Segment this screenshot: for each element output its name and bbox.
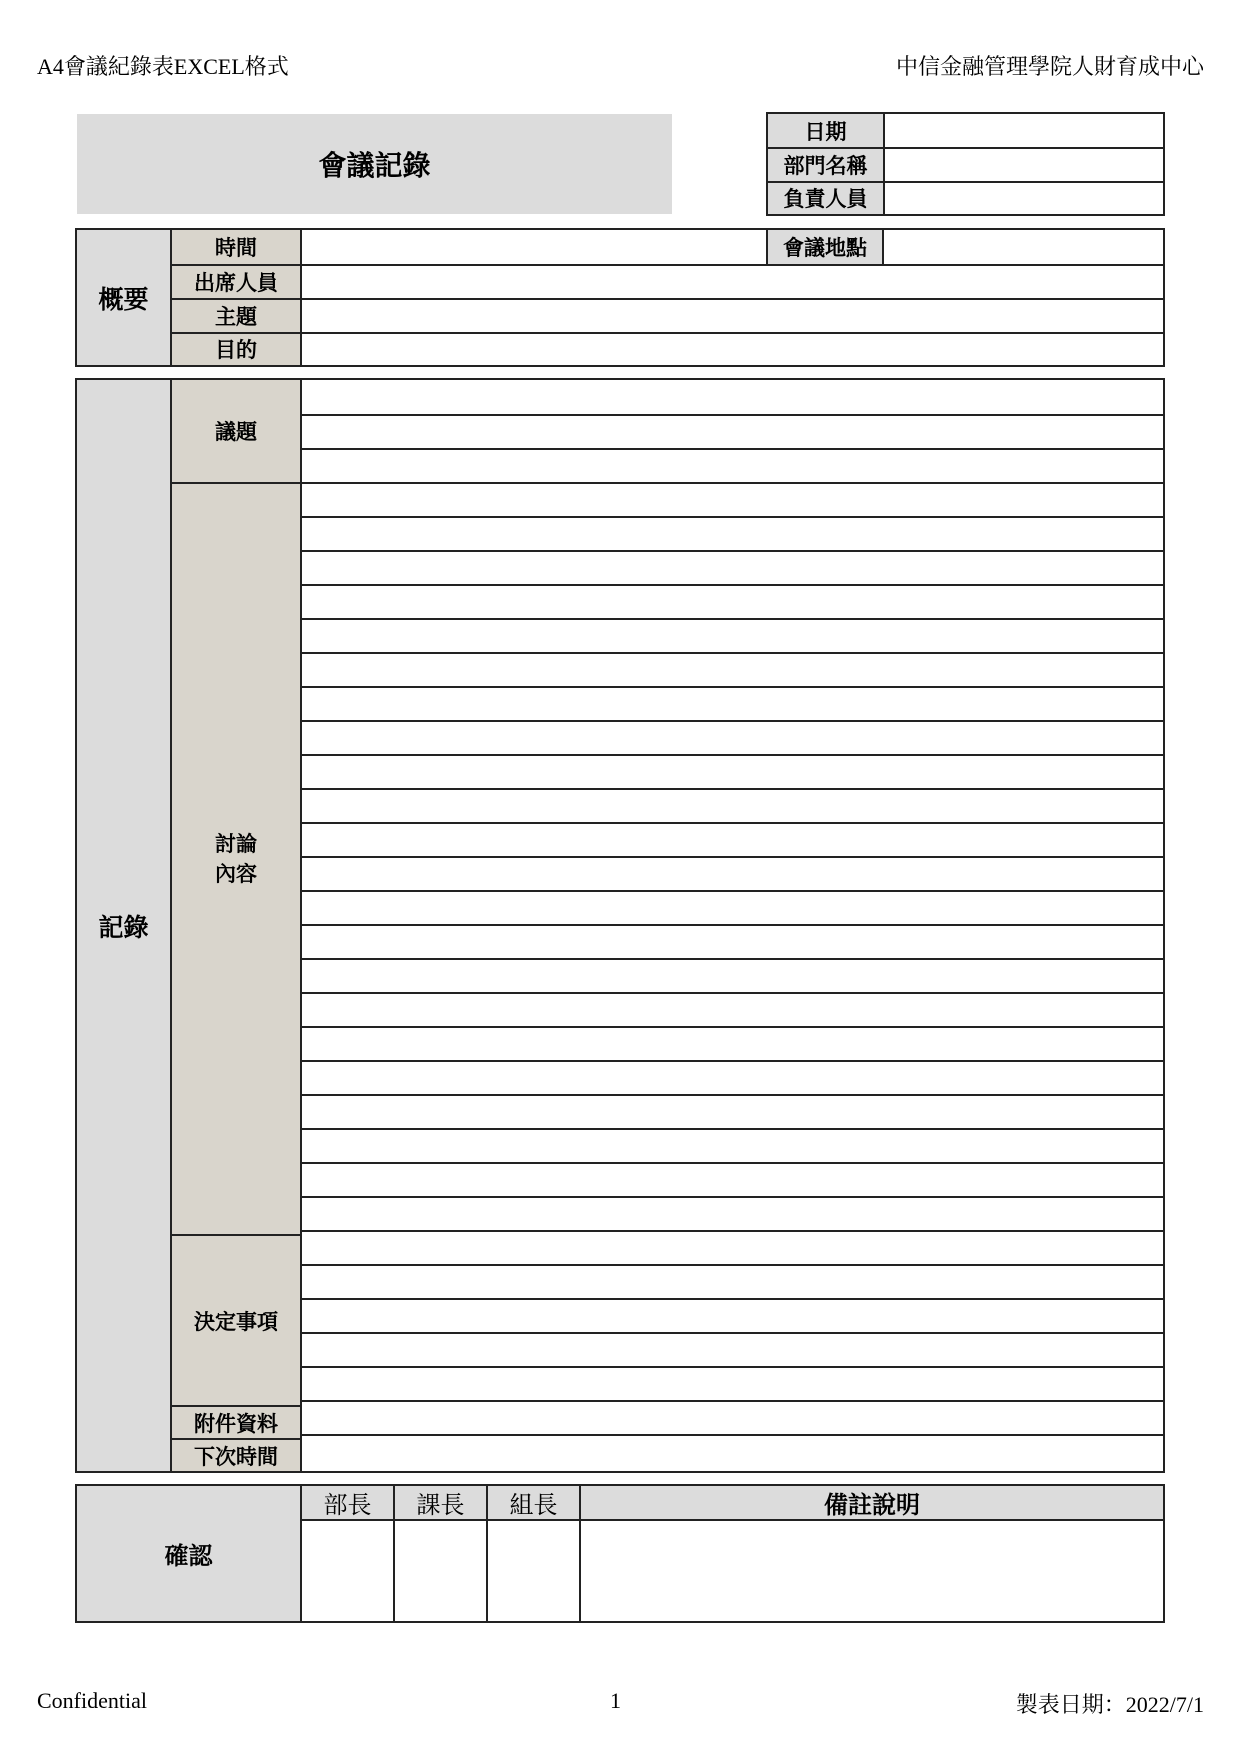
record-rule-line — [302, 686, 1163, 688]
attendees-label: 出席人員 — [172, 265, 300, 298]
date-label: 日期 — [768, 114, 883, 147]
next-time-label: 下次時間 — [172, 1440, 300, 1471]
topic-label: 議題 — [172, 380, 300, 482]
time-field[interactable] — [302, 230, 840, 264]
department-label: 部門名稱 — [768, 148, 883, 181]
record-rule-line — [302, 1366, 1163, 1368]
record-section — [75, 378, 1165, 1473]
date-field[interactable] — [885, 114, 1163, 147]
record-rule-line — [302, 1332, 1163, 1334]
record-rule-line — [302, 414, 1163, 416]
time-label: 時間 — [172, 230, 300, 264]
overview-section — [75, 228, 1165, 367]
page-number: 1 — [610, 1688, 621, 1713]
record-rule-line — [302, 652, 1163, 654]
record-rule-line — [302, 1230, 1163, 1232]
section-chief-label: 課長 — [395, 1486, 486, 1519]
location-label: 會議地點 — [768, 230, 882, 264]
purpose-field[interactable] — [302, 333, 1163, 365]
record-rule-line — [302, 754, 1163, 756]
responsible-label: 負責人員 — [768, 182, 883, 214]
record-rule-line — [302, 1128, 1163, 1130]
section-chief-signature-field[interactable] — [395, 1521, 486, 1621]
record-rule-line — [302, 482, 1163, 484]
record-writing-area[interactable] — [302, 380, 1163, 1471]
location-field[interactable] — [884, 230, 1163, 264]
record-rule-line — [302, 958, 1163, 960]
organization-name: 中信金融管理學院人財育成中心 — [895, 54, 1204, 79]
record-rule-line — [302, 1026, 1163, 1028]
purpose-label: 目的 — [172, 333, 300, 365]
confirm-group-label: 確認 — [77, 1486, 300, 1621]
director-signature-field[interactable] — [302, 1521, 393, 1621]
discussion-label-line1: 討論 — [215, 832, 257, 856]
record-rule-line — [302, 1400, 1163, 1402]
discussion-label-line2: 內容 — [215, 862, 257, 886]
record-rule-line — [302, 1196, 1163, 1198]
confirm-section — [75, 1484, 1165, 1623]
record-rule-line — [302, 890, 1163, 892]
director-label: 部長 — [302, 1486, 393, 1519]
record-rule-line — [302, 924, 1163, 926]
subject-field[interactable] — [302, 299, 1163, 332]
remarks-field[interactable] — [581, 1521, 1163, 1621]
discussion-label — [172, 484, 300, 1234]
responsible-field[interactable] — [885, 182, 1163, 214]
record-rule-line — [302, 448, 1163, 450]
record-rule-line — [302, 720, 1163, 722]
record-group-label: 記錄 — [77, 380, 170, 1471]
record-rule-line — [302, 1264, 1163, 1266]
record-rule-line — [302, 1162, 1163, 1164]
record-rule-line — [302, 992, 1163, 994]
meta-table — [766, 112, 1165, 216]
subject-label: 主題 — [172, 299, 300, 332]
record-rule-line — [302, 550, 1163, 552]
remarks-label: 備註說明 — [581, 1486, 1163, 1519]
document-name: A4會議紀錄表EXCEL格式 — [37, 54, 289, 79]
attachment-label: 附件資料 — [172, 1407, 300, 1438]
overview-group-label: 概要 — [77, 230, 170, 365]
record-rule-line — [302, 618, 1163, 620]
team-leader-signature-field[interactable] — [488, 1521, 579, 1621]
record-rule-line — [302, 1060, 1163, 1062]
record-rule-line — [302, 516, 1163, 518]
form-title: 會議記錄 — [77, 114, 672, 214]
record-rule-line — [302, 584, 1163, 586]
record-rule-line — [302, 1094, 1163, 1096]
record-rule-line — [302, 856, 1163, 858]
record-rule-line — [302, 822, 1163, 824]
record-rule-line — [302, 788, 1163, 790]
team-leader-label: 組長 — [488, 1486, 579, 1519]
record-rule-line — [302, 1298, 1163, 1300]
attendees-field[interactable] — [302, 265, 1163, 298]
department-field[interactable] — [885, 148, 1163, 181]
record-rule-line — [302, 1434, 1163, 1436]
confidential-label: Confidential — [37, 1688, 147, 1713]
decision-label: 決定事項 — [172, 1236, 300, 1405]
form-date: 製表日期：2022/7/1 — [1015, 1692, 1204, 1717]
